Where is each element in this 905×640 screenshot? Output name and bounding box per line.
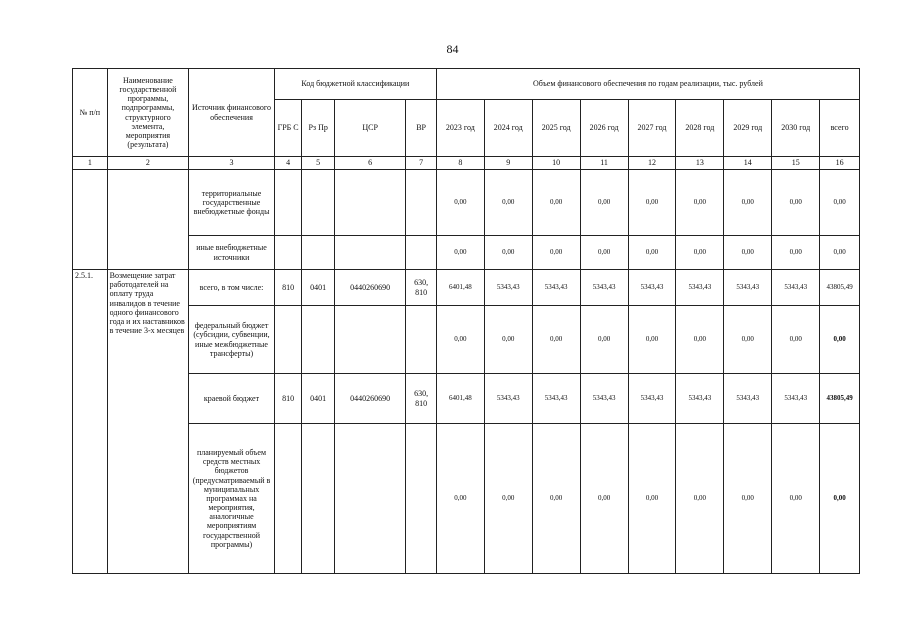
index-cell: 13 [676,157,724,170]
index-cell: 12 [628,157,676,170]
value-cell: 6401,48 [436,374,484,424]
value-cell: 5343,43 [628,374,676,424]
index-cell: 1 [73,157,108,170]
value-cell: 0,00 [628,236,676,270]
value-cell: 5343,43 [484,270,532,306]
header-year: 2023 год [436,100,484,157]
index-cell: 4 [274,157,302,170]
index-cell: 14 [724,157,772,170]
value-cell: 0,00 [724,236,772,270]
value-cell: 5343,43 [580,270,628,306]
source-cell: иные внебюджетные источники [189,236,275,270]
value-cell: 0,00 [772,170,820,236]
value-cell: 0,00 [532,306,580,374]
source-cell: федеральный бюджет (субсидии, субвенции, иные межбюджетные трансферты) [189,306,275,374]
rzpr-cell [302,424,335,574]
csr-cell [334,306,405,374]
rzpr-cell: 0401 [302,270,335,306]
value-cell: 0,00 [532,236,580,270]
value-cell: 6401,48 [436,270,484,306]
value-cell: 0,00 [580,306,628,374]
vr-cell [406,424,437,574]
value-cell: 43805,49 [820,374,860,424]
header-code: ГРБ С [274,100,302,157]
csr-cell: 0440260690 [334,270,405,306]
value-cell: 0,00 [820,424,860,574]
item-name: Возмещение затрат работодателей на оплату труда инвалидов в течение одного финансового года и их наставников в течение 3-х месяцев [107,270,189,574]
empty-cell [302,236,335,270]
empty-cell [73,170,108,270]
value-cell: 0,00 [532,170,580,236]
value-cell: 0,00 [436,236,484,270]
header-year: 2030 год [772,100,820,157]
value-cell: 5343,43 [532,270,580,306]
value-cell: 0,00 [772,424,820,574]
value-cell: 0,00 [724,170,772,236]
value-cell: 0,00 [772,306,820,374]
index-row [73,157,860,170]
header-name: Наименование государственной программы, подпрограммы, структурного элемента, мероприятия (результата) [107,69,189,157]
table-row [73,170,860,236]
value-cell: 0,00 [436,306,484,374]
source-cell: территориальные государственные внебюджетные фонды [189,170,275,236]
header-year: 2024 год [484,100,532,157]
source-cell: планируемый объем средств местных бюджетов (предусматриваемый в муниципальных программах на мероприятия, аналогичные мероприятиям государственной программы) [189,424,275,574]
table-row [73,424,860,574]
value-cell: 0,00 [676,236,724,270]
value-cell: 0,00 [580,424,628,574]
value-cell: 5343,43 [676,374,724,424]
value-cell: 0,00 [772,236,820,270]
vr-cell: 630, 810 [406,374,437,424]
csr-cell [334,424,405,574]
value-cell: 0,00 [820,236,860,270]
value-cell: 5343,43 [532,374,580,424]
value-cell: 0,00 [436,424,484,574]
empty-cell [274,236,302,270]
value-cell: 5343,43 [724,270,772,306]
value-cell: 0,00 [628,170,676,236]
value-cell: 0,00 [532,424,580,574]
empty-cell [406,170,437,236]
rzpr-cell [302,306,335,374]
vr-cell: 630, 810 [406,270,437,306]
value-cell: 0,00 [676,170,724,236]
value-cell: 0,00 [724,424,772,574]
csr-cell: 0440260690 [334,374,405,424]
grbs-cell: 810 [274,374,302,424]
index-cell: 6 [334,157,405,170]
item-number: 2.5.1. [73,270,108,574]
header-code: ЦСР [334,100,405,157]
header-source: Источник финансового обеспечения [189,69,275,157]
index-cell: 8 [436,157,484,170]
value-cell: 0,00 [484,170,532,236]
source-cell: всего, в том числе: [189,270,275,306]
page-number: 84 [446,42,459,56]
source-cell: краевой бюджет [189,374,275,424]
header-code: Рз Пр [302,100,335,157]
value-cell: 5343,43 [580,374,628,424]
table-row [73,236,860,270]
header-year: всего [820,100,860,157]
table-row [73,306,860,374]
header-group-code: Код бюджетной классификации [274,69,436,100]
header-num: № п/п [73,69,108,157]
index-cell: 7 [406,157,437,170]
value-cell: 0,00 [676,424,724,574]
value-cell: 5343,43 [772,270,820,306]
grbs-cell [274,306,302,374]
value-cell: 5343,43 [484,374,532,424]
value-cell: 5343,43 [724,374,772,424]
value-cell: 0,00 [820,170,860,236]
index-cell: 15 [772,157,820,170]
vr-cell [406,306,437,374]
header-code: ВР [406,100,437,157]
index-cell: 5 [302,157,335,170]
index-cell: 16 [820,157,860,170]
table-row [73,270,860,306]
value-cell: 0,00 [628,306,676,374]
empty-cell [334,170,405,236]
index-cell: 9 [484,157,532,170]
value-cell: 0,00 [580,170,628,236]
empty-cell [406,236,437,270]
index-cell: 10 [532,157,580,170]
value-cell: 5343,43 [676,270,724,306]
grbs-cell: 810 [274,270,302,306]
header-year: 2027 год [628,100,676,157]
empty-cell [274,170,302,236]
value-cell: 43805,49 [820,270,860,306]
value-cell: 5343,43 [772,374,820,424]
value-cell: 0,00 [676,306,724,374]
empty-cell [302,170,335,236]
header-year: 2025 год [532,100,580,157]
table-row [73,374,860,424]
header-row-groups [73,69,860,100]
header-year: 2029 год [724,100,772,157]
header-year: 2028 год [676,100,724,157]
value-cell: 0,00 [484,424,532,574]
grbs-cell [274,424,302,574]
value-cell: 0,00 [628,424,676,574]
empty-cell [107,170,189,270]
value-cell: 5343,43 [628,270,676,306]
rzpr-cell: 0401 [302,374,335,424]
value-cell: 0,00 [724,306,772,374]
empty-cell [334,236,405,270]
index-cell: 3 [189,157,275,170]
header-year: 2026 год [580,100,628,157]
index-cell: 11 [580,157,628,170]
value-cell: 0,00 [820,306,860,374]
value-cell: 0,00 [484,236,532,270]
budget-table [72,68,860,574]
value-cell: 0,00 [484,306,532,374]
index-cell: 2 [107,157,189,170]
header-group-volume: Объем финансового обеспечения по годам реализации, тыс. рублей [436,69,859,100]
value-cell: 0,00 [580,236,628,270]
value-cell: 0,00 [436,170,484,236]
